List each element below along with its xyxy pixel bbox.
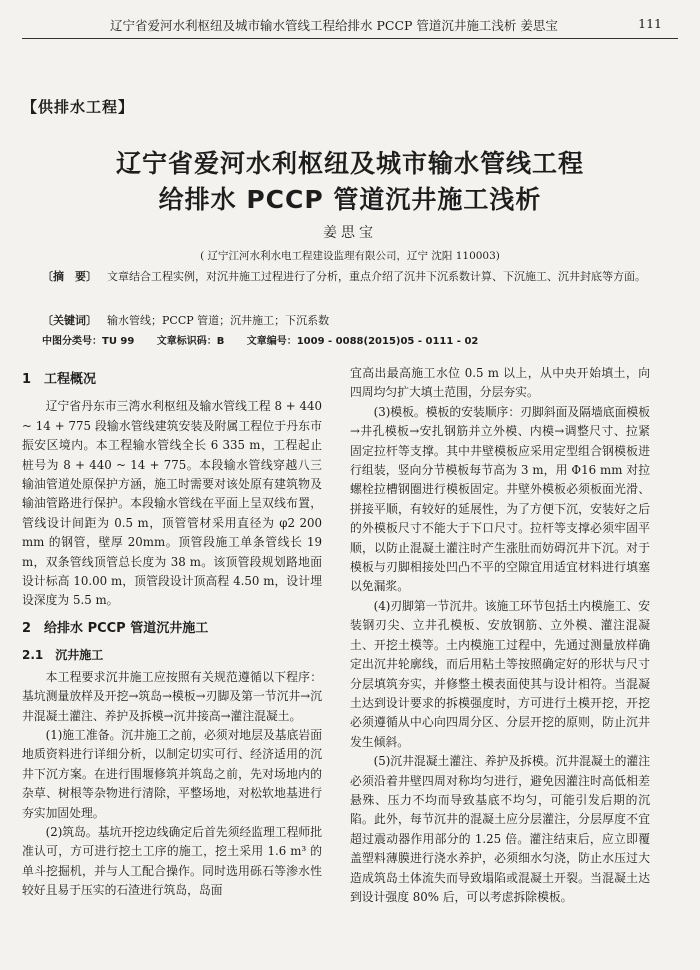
article-title-line-1: 辽宁省爱河水利枢纽及城市输水管线工程	[115, 149, 584, 178]
keywords	[42, 312, 658, 330]
keywords-label: 〔关键词〕	[42, 314, 97, 327]
clc-number: 中图分类号：TU 99	[42, 336, 135, 347]
abstract-label: 〔摘 要〕	[42, 270, 97, 283]
keywords-text: 输水管线；PCCP 管道；沉井施工；下沉系数	[107, 314, 330, 327]
article-number: 文章编号：1009 - 0088(2015)05 - 0111 - 02	[246, 336, 479, 347]
left-column	[22, 362, 322, 901]
right-column	[350, 364, 650, 907]
abstract-text: 文章结合工程实例，对沉井施工过程进行了分析，重点介绍了沉井下沉系数计算、下沉施工、沉井封底等方面。	[107, 270, 646, 283]
section-tag: 【供排水工程】	[22, 98, 135, 116]
running-head	[22, 14, 678, 36]
running-head-text: 辽宁省爱河水利枢纽及城市输水管线工程给排水 PCCP 管道沉井施工浅析 姜思宝	[110, 18, 558, 33]
paragraph: 本工程要求沉井施工应按照有关规范遵循以下程序：基坑测量放样及开挖→筑岛→模板→刃脚及第一节沉井→沉井混凝土灌注、养护及拆模→沉井接高→灌注混凝土。	[22, 669, 322, 723]
author: 姜思宝	[323, 225, 377, 241]
affiliation: ( 辽宁江河水利水电工程建设监理有限公司，辽宁 沈阳 110003)	[200, 250, 500, 262]
paragraph: (1)施工准备。沉井施工之前，必须对地层及基底岩面地质资料进行详细分析，以制定切实可行、经济适用的沉井下沉方案。在进行围堰修筑并筑岛之前，先对场地内的杂草、树根等杂物进行清除，平整场地，对松软地基进行夯实加固处理。	[22, 727, 322, 820]
document-code: 文章标识码：B	[156, 336, 225, 347]
classification-line	[42, 332, 478, 347]
article-title-line-2: 给排水 PCCP 管道沉井施工浅析	[158, 185, 542, 214]
abstract	[42, 268, 658, 286]
page-number: 111	[638, 16, 662, 31]
paragraph: 宜高出最高施工水位 0.5 m 以上，从中央开始填土，向四周均匀扩大填土范围，分层夯实。	[350, 366, 650, 400]
paragraph: (4)刃脚第一节沉井。该施工环节包括土内模施工、安装钢刃尖、立井孔模板、安放钢筋、立外模、灌注混凝土、开挖土模等。土内模施工过程中，先通过测量放样确定出沉井轮廓线，而后用粘土等按照确定好的形状与尺寸分层填筑夯实，并修整土模表面使其与设计相符。当混凝土达到设计要求的拆模强度时，方可进行土模开挖，开挖必须遵循从中心向四周分区、分层开挖的原则，防止沉井发生倾斜。	[350, 598, 650, 749]
header-rule	[22, 38, 678, 39]
section-heading-2: 2 给排水 PCCP 管道沉井施工	[22, 620, 209, 636]
subsection-heading-2-1: 2.1 沉井施工	[22, 648, 104, 663]
paragraph: (5)沉井混凝土灌注、养护及拆模。沉井混凝土的灌注必须沿着井壁四周对称均匀进行，避免因灌注时高低相差悬殊、压力不均而导致基底不均匀，可能引发后期的沉陷。此外，每节沉井的混凝土应分层灌注，分层厚度不宜超过震动器作用部分的 1.25 倍。灌注结束后，应立即覆盖塑料薄膜进行浇水养护，必须细水匀浇，防止水压过大造成筑岛土体流失而导致塌陷或混凝土开裂。当混凝土达到设计强度 80% 后，可以考虑拆除模板。	[350, 754, 650, 904]
section-heading-1: 1 工程概况	[22, 372, 97, 387]
paragraph: (3)模板。模板的安装顺序：刃脚斜面及隔墙底面模板→井孔模板→安扎钢筋并立外模、内模→调整尺寸、拉紧固定拉杆等支撑。其中井壁模板应采用定型组合钢模板进行组装，竖向分节模板每节高为 3 m，用 Φ16 mm 对拉螺栓拉槽钢圈进行模板固定。井壁外模板必须板面光滑、拼接平顺，有较好的延展性，为了方便下沉，安装好之后的外模板尺寸不能大于下口尺寸。拉杆等支撑必须牢固平顺，以防止混凝土灌注时产生涨肚而妨碍沉井下沉。对于模板与刃脚相接处凹凸不平的空隙宜用适宜材料进行填塞以免漏浆。	[350, 404, 650, 594]
paragraph: 辽宁省丹东市三湾水利枢纽及输水管线工程 8 + 440 ~ 14 + 775 段输水管线建筑安装及附属工程位于丹东市振安区境内。本工程输水管线全长 6 335 m，工程起止桩号为 8 + 440 ~ 14 + 775。本段输水管线穿越八三输油管道处原保护方涵，施工时需要对该处原有建筑物及输油管路进行保护。本段输水管线在平面上呈双线布置，管线设计间距为 0.5 m，顶管管材采用直径为 φ2 200 mm 的钢管，壁厚 20mm。顶管段施工单条管线长 19 m，双条管线顶管总长度为 38 m。该顶管段规划路地面设计标高 10.00 m，顶管段设计顶高程 4.50 m，设计埋设深度为 5.5 m。	[22, 399, 322, 608]
paragraph: (2)筑岛。基坑开挖边线确定后首先须经监理工程师批准认可，方可进行挖土工序的施工，挖土采用 1.6 m³ 的单斗挖掘机，并与人工配合操作。同时选用砾石等渗水性较好且易于压实的石渣进行筑岛，岛面	[22, 824, 322, 898]
